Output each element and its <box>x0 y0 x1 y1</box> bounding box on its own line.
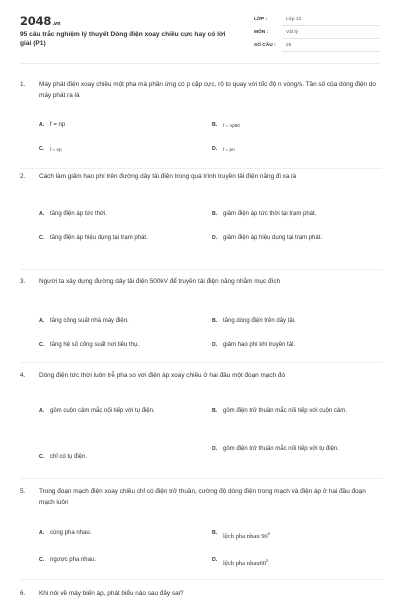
option-text: tăng dòng điện trên dây tải. <box>223 318 296 324</box>
question-text: Dòng điện tức thời luôn trễ pha so với điện áp xoay chiều ở hai đầu một đoạn mạch đó <box>39 372 285 379</box>
meta-subject <box>254 29 380 39</box>
question-stem <box>20 371 382 382</box>
degree-superscript: 0 <box>266 558 269 563</box>
option-label: D. <box>212 146 218 152</box>
option-text-main: lệch pha nhau 90 <box>223 533 268 541</box>
option-d[interactable] <box>212 445 372 455</box>
question-4 <box>20 371 382 481</box>
option-b[interactable] <box>212 210 377 220</box>
option-text: tăng công suất nhà máy điện. <box>50 318 129 324</box>
question-divider <box>20 579 382 580</box>
option-text: ngược pha nhau. <box>50 557 96 563</box>
question-stem <box>20 589 382 600</box>
question-1 <box>20 80 382 160</box>
page-header <box>0 0 400 62</box>
option-text: giảm hao phí khi truyền tải. <box>223 342 296 348</box>
question-text: Máy phát điện xoay chiều một pha mà phần ứng có p cặp cực, rô to quay với tốc độ n vòng/s. Tần số của dòng điện do máy phát ra là <box>39 81 376 99</box>
logo-suffix: .vn <box>52 21 61 27</box>
option-a[interactable] <box>39 121 199 131</box>
question-divider <box>20 269 382 270</box>
document-title: 95 câu trắc nghiệm lý thuyết Dòng điện xoay chiều cực hay có lời giải (P1) <box>20 31 226 48</box>
option-text: chỉ có tụ điện. <box>50 454 88 460</box>
option-label: D. <box>212 557 218 563</box>
option-text: gồm cuộn cảm mắc nối tiếp với tụ điện. <box>50 408 155 414</box>
option-a[interactable] <box>39 317 199 327</box>
option-text: f = np <box>50 147 62 152</box>
option-label: D. <box>212 234 218 241</box>
option-text <box>223 556 372 569</box>
meta-class <box>254 16 380 26</box>
option-label: A. <box>39 122 45 128</box>
option-text: tăng điện áp hiệu dụng tại trạm phát. <box>50 235 148 241</box>
question-number: 2. <box>20 173 26 180</box>
option-text: f = np60 <box>223 123 240 128</box>
option-text: cùng pha nhau. <box>50 530 92 536</box>
option-c[interactable] <box>39 453 199 463</box>
site-logo[interactable] <box>20 14 60 28</box>
option-b[interactable] <box>212 529 372 542</box>
meta-count-value: 25 <box>286 43 292 48</box>
meta-divider <box>282 25 380 26</box>
option-d[interactable] <box>212 556 372 569</box>
option-c[interactable] <box>39 556 199 566</box>
question-stem <box>20 487 382 508</box>
option-b[interactable] <box>212 407 372 417</box>
question-3 <box>20 277 382 362</box>
question-number: 4. <box>20 372 26 379</box>
option-label: A. <box>39 211 45 217</box>
question-5 <box>20 487 382 577</box>
option-d[interactable] <box>212 234 372 244</box>
question-stem <box>20 80 382 101</box>
question-number: 5. <box>20 488 26 495</box>
question-stem <box>20 277 382 288</box>
question-text: Khi nói về máy biến áp, phát biểu nào sau đây sai? <box>39 590 184 597</box>
option-label: B. <box>212 318 218 324</box>
option-label: C. <box>39 557 45 563</box>
question-text: Người ta xây dựng đường dây tải điện 500kV để truyền tải điện năng nhằm mục đích <box>39 278 281 285</box>
option-text: gồm điện trở thuần mắc nối tiếp với tụ điện. <box>223 446 339 452</box>
question-divider <box>20 478 382 479</box>
option-text-main: lệch pha nhau60 <box>223 560 267 568</box>
meta-subject-key: MÔN : <box>254 30 269 35</box>
option-label: C. <box>39 454 45 460</box>
question-stem <box>20 172 382 183</box>
question-divider <box>20 362 382 363</box>
meta-count <box>254 42 380 52</box>
question-text: Trong đoạn mạch điện xoay chiều chỉ có điện trở thuần, cường độ dòng điện trong mạch và điện áp ở hai đầu đoạn mạch luôn <box>39 488 366 506</box>
meta-divider <box>282 38 380 39</box>
meta-class-value: Lớp 12 <box>286 17 302 22</box>
option-label: D. <box>212 445 218 452</box>
option-label: A. <box>39 318 45 324</box>
option-text: gồm điện trở thuần mắc nối tiếp với cuộn cảm. <box>223 408 347 414</box>
option-c[interactable] <box>39 341 204 351</box>
option-text: tăng hệ số công suất nơi tiêu thụ. <box>50 342 139 348</box>
option-text: f = np <box>50 122 66 128</box>
option-a[interactable] <box>39 407 199 417</box>
meta-divider <box>282 51 380 52</box>
option-label: A. <box>39 530 45 536</box>
question-number: 3. <box>20 278 26 285</box>
option-label: C. <box>39 146 45 152</box>
option-b[interactable] <box>212 317 372 327</box>
option-label: D. <box>212 342 218 348</box>
option-text: giảm điện áp hiệu dụng tại trạm phát. <box>223 235 323 241</box>
meta-subject-value: Vật lý <box>286 30 298 35</box>
question-number: 6. <box>20 590 26 597</box>
option-text: tăng điện áp tức thời. <box>50 211 107 217</box>
meta-count-key: SỐ CÂU : <box>254 43 276 48</box>
option-label: A. <box>39 407 45 414</box>
option-label: C. <box>39 342 45 348</box>
option-c[interactable] <box>39 145 199 155</box>
question-6 <box>20 589 382 600</box>
option-label: B. <box>212 530 218 536</box>
option-label: B. <box>212 122 218 128</box>
option-text: giảm điện áp tức thời tại trạm phát. <box>223 211 317 217</box>
option-label: B. <box>212 407 218 414</box>
meta-class-key: LỚP : <box>254 17 268 22</box>
option-label: C. <box>39 234 45 241</box>
option-d[interactable] <box>212 341 372 351</box>
option-text: f = pn <box>223 147 235 152</box>
question-number: 1. <box>20 81 26 88</box>
degree-superscript: 0 <box>267 531 270 536</box>
option-a[interactable] <box>39 210 199 220</box>
question-divider <box>20 168 382 169</box>
logo-text: 2048 <box>20 14 52 28</box>
header-divider <box>20 63 380 64</box>
option-c[interactable] <box>39 234 199 244</box>
option-text <box>223 529 372 542</box>
question-2 <box>20 172 382 267</box>
option-d[interactable] <box>212 145 372 155</box>
option-label: B. <box>212 211 218 217</box>
option-a[interactable] <box>39 529 199 539</box>
option-b[interactable] <box>212 121 372 131</box>
question-text: Cách làm giảm hao phí trên đường dây tải điện trong quá trình truyền tải điện năng đi xa là <box>39 173 297 180</box>
